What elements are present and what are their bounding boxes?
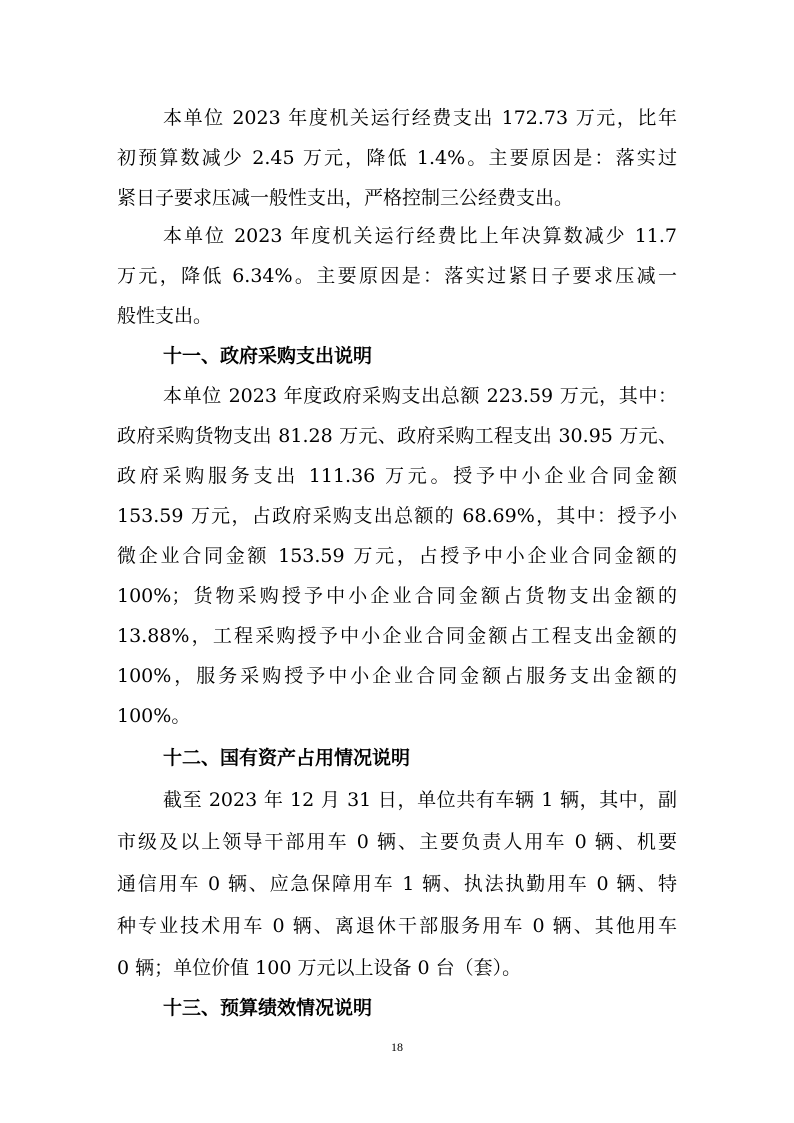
paragraph-line: 万元，降低 6.34%。主要原因是：落实过紧日子要求压减一 bbox=[117, 265, 677, 287]
paragraph-line: 0 辆；单位价值 100 万元以上设备 0 台（套）。 bbox=[117, 957, 522, 979]
paragraph-line: 初预算数减少 2.45 万元，降低 1.4%。主要原因是：落实过 bbox=[117, 147, 677, 169]
paragraph-line: 本单位 2023 年度机关运行经费比上年决算数减少 11.7 bbox=[163, 225, 677, 247]
paragraph-line: 100%；货物采购授予中小企业合同金额占货物支出金额的 bbox=[117, 585, 677, 607]
paragraph-line: 政府采购服务支出 111.36 万元。授予中小企业合同金额 bbox=[117, 465, 677, 487]
paragraph-line: 本单位 2023 年度政府采购支出总额 223.59 万元，其中： bbox=[163, 385, 677, 407]
paragraph-line: 般性支出。 bbox=[117, 305, 213, 327]
paragraph-line: 100%。 bbox=[117, 705, 191, 727]
section-heading-assets: 十二、国有资产占用情况说明 bbox=[163, 747, 411, 769]
paragraph-line: 紧日子要求压减一般性支出，严格控制三公经费支出。 bbox=[117, 187, 574, 209]
paragraph-line: 13.88%，工程采购授予中小企业合同金额占工程支出金额的 bbox=[117, 625, 677, 647]
paragraph-line: 种专业技术用车 0 辆、离退休干部服务用车 0 辆、其他用车 bbox=[117, 915, 677, 937]
paragraph-line: 微企业合同金额 153.59 万元，占授予中小企业合同金额的 bbox=[117, 545, 677, 567]
paragraph-line: 市级及以上领导干部用车 0 辆、主要负责人用车 0 辆、机要 bbox=[117, 831, 677, 853]
paragraph-line: 政府采购货物支出 81.28 万元、政府采购工程支出 30.95 万元、 bbox=[117, 425, 677, 447]
section-heading-procurement: 十一、政府采购支出说明 bbox=[163, 345, 373, 367]
paragraph-line: 通信用车 0 辆、应急保障用车 1 辆、执法执勤用车 0 辆、特 bbox=[117, 873, 677, 895]
page-number: 18 bbox=[391, 1040, 403, 1054]
paragraph-line: 截至 2023 年 12 月 31 日，单位共有车辆 1 辆，其中，副 bbox=[163, 789, 677, 811]
paragraph-line: 本单位 2023 年度机关运行经费支出 172.73 万元，比年 bbox=[163, 107, 677, 129]
paragraph-line: 153.59 万元，占政府采购支出总额的 68.69%，其中：授予小 bbox=[117, 505, 677, 527]
paragraph-line: 100%，服务采购授予中小企业合同金额占服务支出金额的 bbox=[117, 665, 677, 687]
section-heading-performance: 十三、预算绩效情况说明 bbox=[163, 997, 373, 1019]
